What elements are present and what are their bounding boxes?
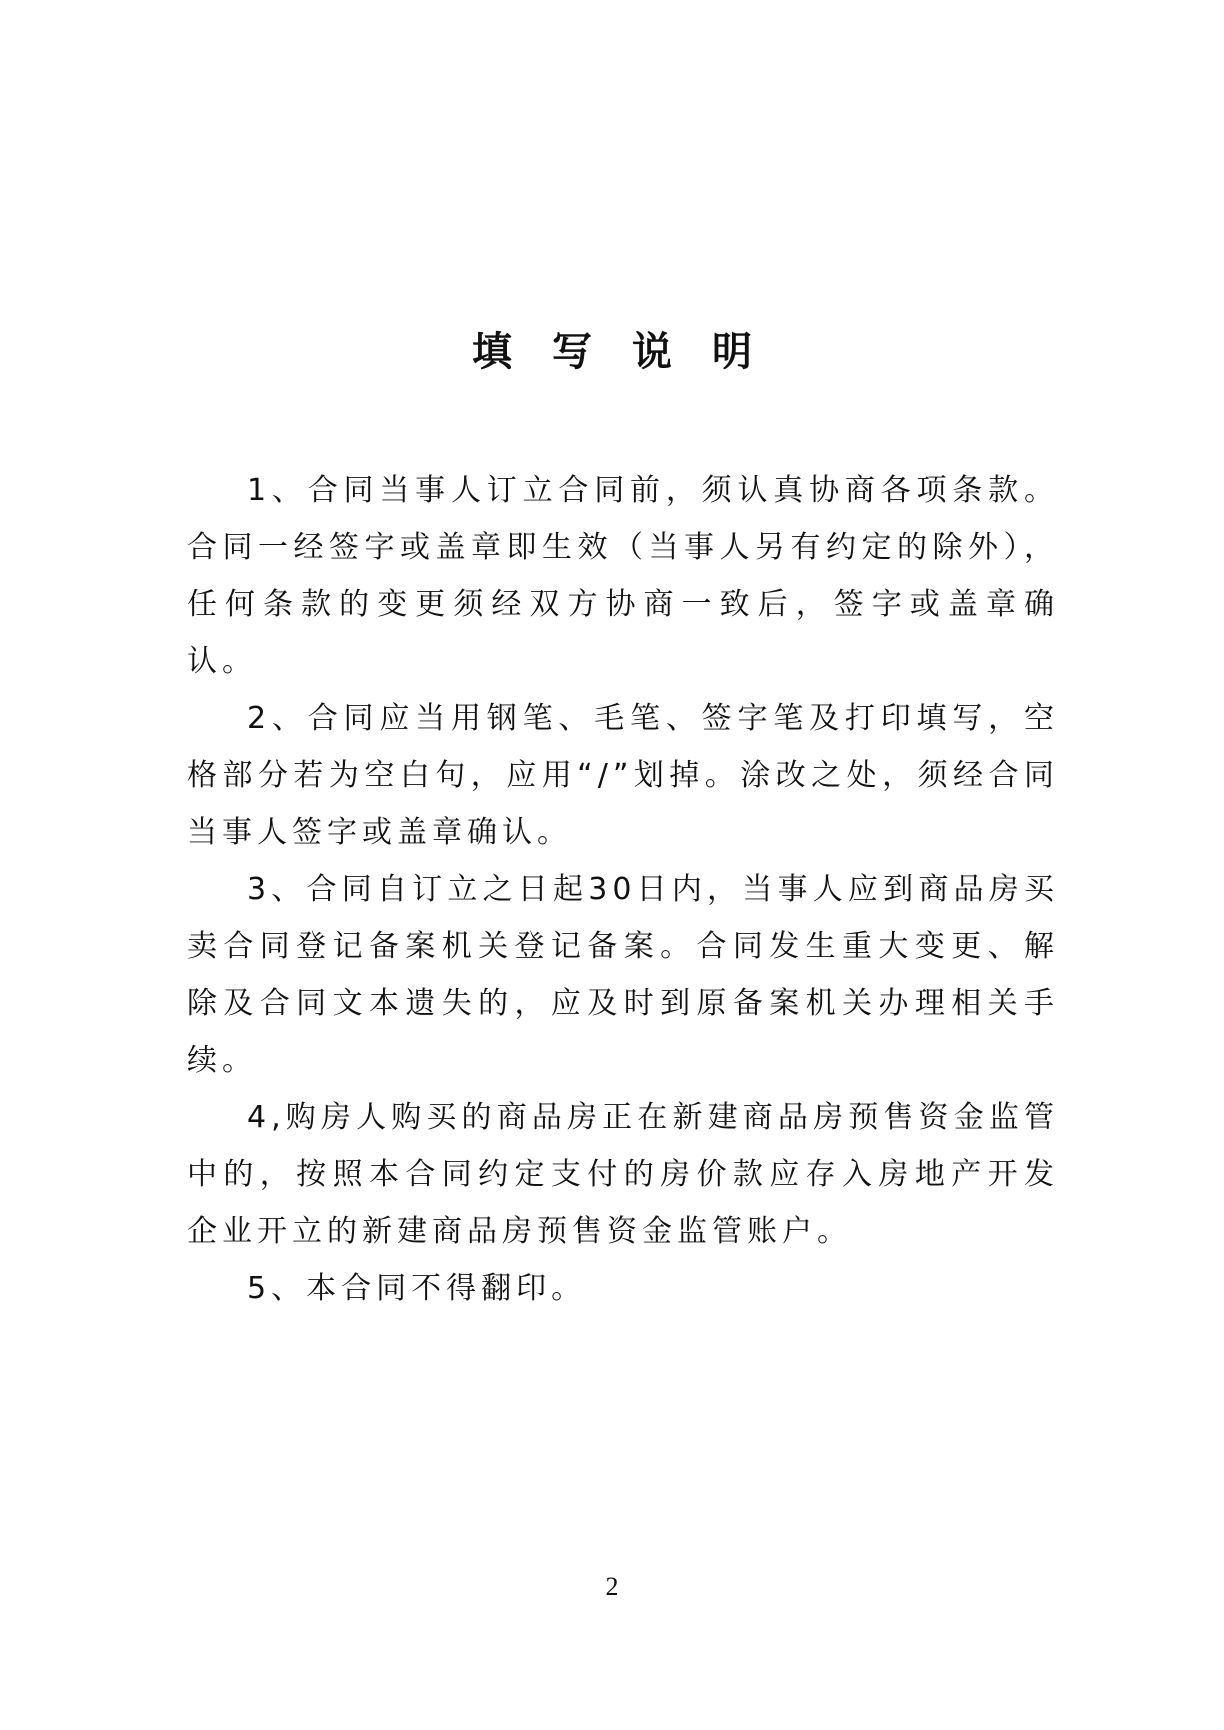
instruction-item-4: 4,购房人购买的商品房正在新建商品房预售资金监管中的，按照本合同约定支付的房价款应存入房地产开发企业开立的新建商品房预售资金监管账户。 xyxy=(187,1100,1059,1249)
instruction-item-3: 3、合同自订立之日起30日内，当事人应到商品房买卖合同登记备案机关登记备案。合同发生重大变更、解除及合同文本遗失的，应及时到原备案机关办理相关手续。 xyxy=(187,872,1059,1078)
instruction-item-1: 1、合同当事人订立合同前，须认真协商各项条款。合同一经签字或盖章即生效（当事人另有约定的除外），任何条款的变更须经双方协商一致后，签字或盖章确认。 xyxy=(187,473,1059,679)
page-title: 填写说明 xyxy=(472,329,792,375)
page-number: 2 xyxy=(605,1572,619,1601)
instruction-item-5: 5、本合同不得翻印。 xyxy=(247,1271,587,1306)
instruction-item-2: 2、合同应当用钢笔、毛笔、签字笔及打印填写，空格部分若为空白句，应用“/”划掉。涂改之处，须经合同当事人签字或盖章确认。 xyxy=(187,701,1059,850)
instructions-body xyxy=(187,462,1059,1317)
